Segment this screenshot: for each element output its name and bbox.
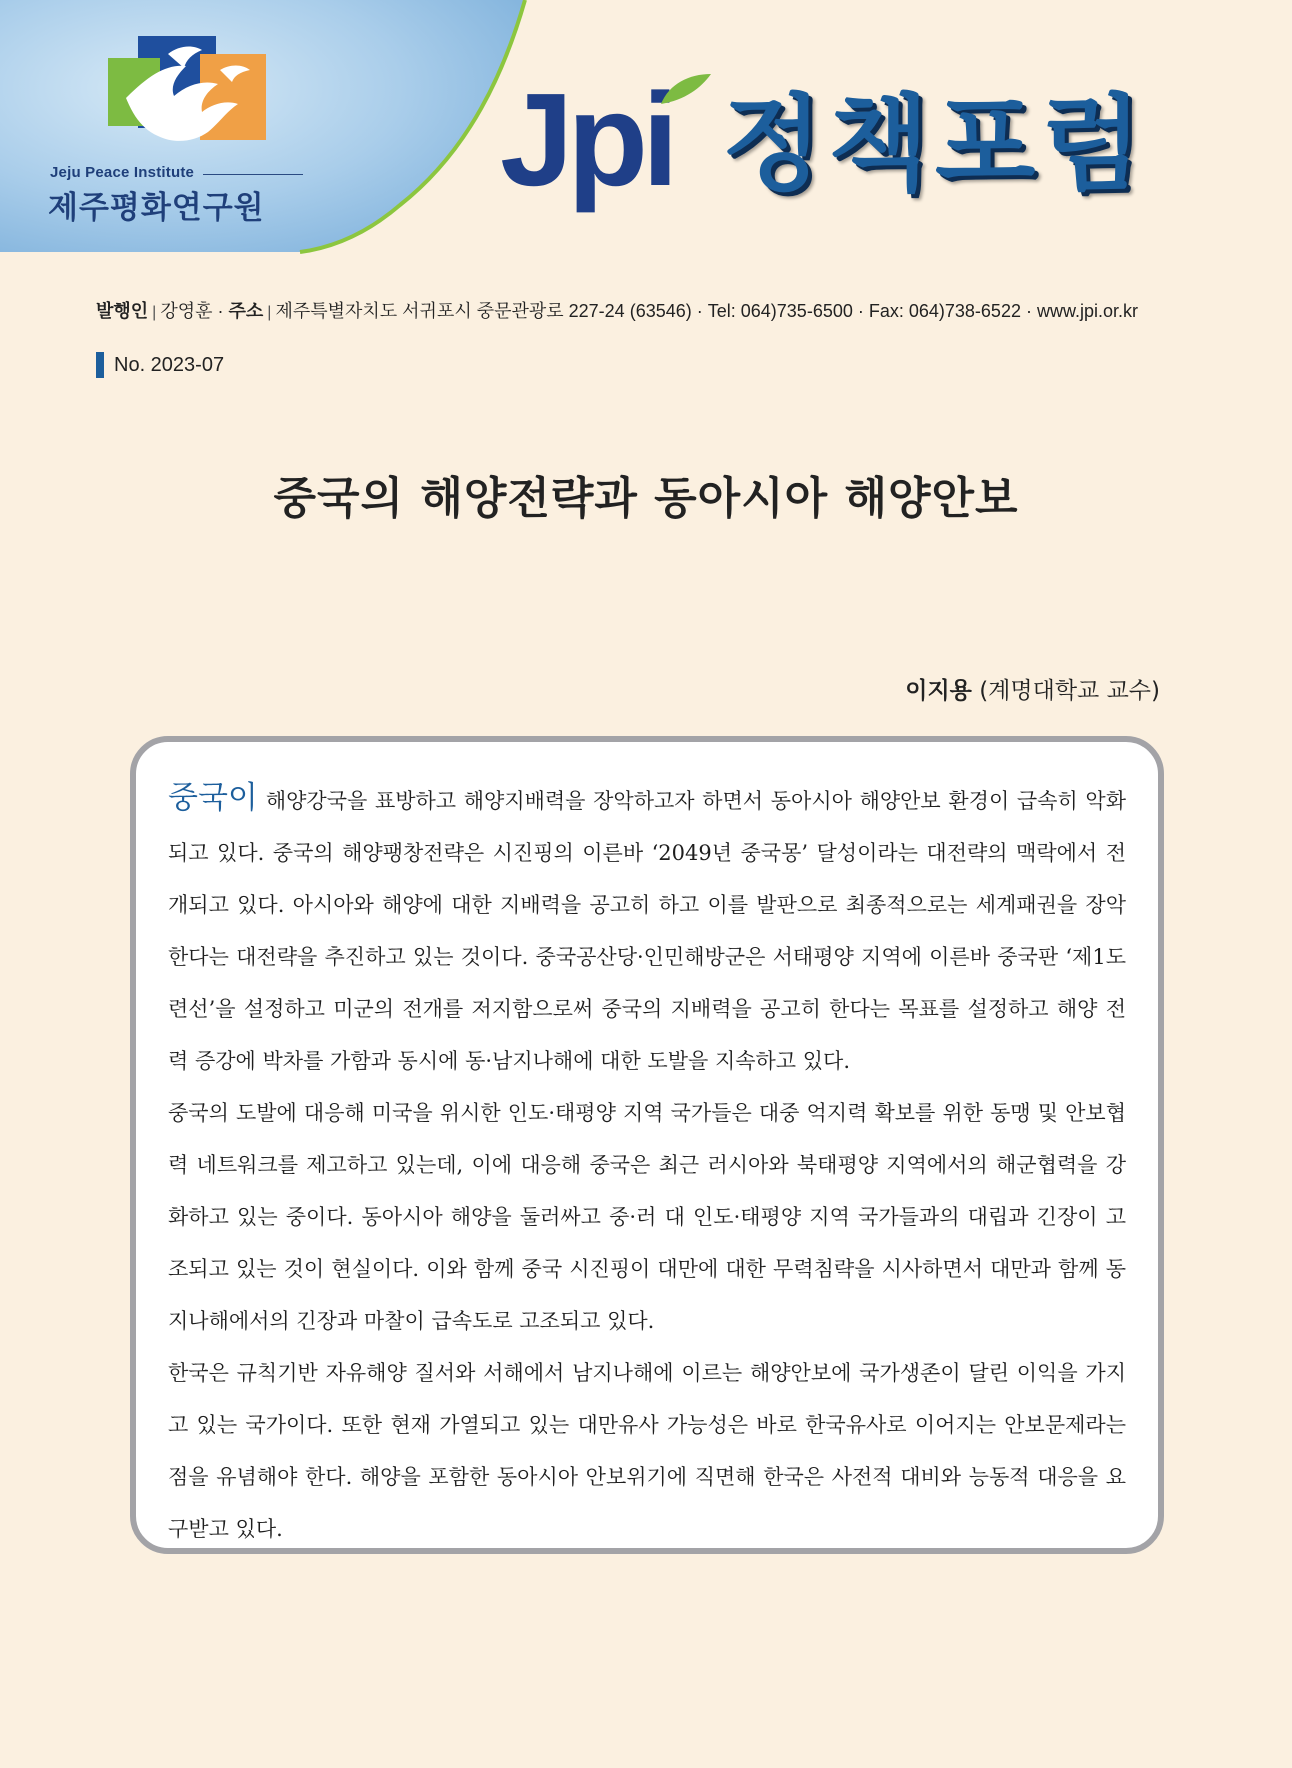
abstract-paragraph-1-text: 해양강국을 표방하고 해양지배력을 장악하고자 하면서 동아시아 해양안보 환경이 급속히 악화되고 있다. 중국의 해양팽창전략은 시진핑의 이른바 ‘2049년 중국몽’ 달성이라는 대전략의 맥락에서 전개되고 있다. 아시아와 해양에 대한 지배력을 공고히 하고 이를 발판으로 최종적으로는 세계패권을 장악한다는 대전략을 추진하고 있는 것이다. 중국공산당·인민해방군은 서태평양 지역에 이른바 중국판 ‘제1도련선’을 설정하고 미군의 전개를 저지함으로써 중국의 지배력을 공고히 한다는 목표를 설정하고 해양 전력 증강에 박차를 가함과 동시에 동·남지나해에 대한 도발을 지속하고 있다. xyxy=(168,789,1126,1073)
institute-logo-icon xyxy=(108,36,268,156)
abstract-lead-word: 중국이 xyxy=(168,780,258,816)
author-line xyxy=(905,672,1160,705)
issue-marker xyxy=(96,352,104,378)
org-name-en: Jeju Peace Institute xyxy=(50,164,195,181)
abstract-body xyxy=(168,772,1126,1555)
website-link[interactable]: www.jpi.or.kr xyxy=(1036,301,1138,321)
abstract-paragraph-3: 한국은 규칙기반 자유해양 질서와 서해에서 남지나해에 이르는 해양안보에 국가생존이 달린 이익을 가지고 있는 국가이다. 또한 현재 가열되고 있는 대만유사 가능성은 바로 한국유사로 이어지는 안보문제라는 점을 유념해야 한다. 해양을 포함한 동아시아 안보위기에 직면해 한국은 사전적 대비와 능동적 대응을 요구받고 있다. xyxy=(168,1361,1126,1541)
abstract-paragraph-2: 중국의 도발에 대응해 미국을 위시한 인도·태평양 지역 국가들은 대중 억지력 확보를 위한 동맹 및 안보협력 네트워크를 제고하고 있는데, 이에 대응해 중국은 최근 러시아와 북태평양 지역에서의 해군협력을 강화하고 있는 중이다. 동아시아 해양을 둘러싸고 중·러 대 인도·태평양 지역 국가들과의 대립과 긴장이 고조되고 있는 것이 현실이다. 이와 함께 중국 시진핑이 대만에 대한 무력침략을 시사하면서 대만과 함께 동지나해에서의 긴장과 마찰이 급속도로 고조되고 있다. xyxy=(168,1101,1126,1333)
publication-meta: 발행인 | 강영훈 · 주소 | 제주특별자치도 서귀포시 중문관광로 227-24 (63546) · Tel: 064)735-6500 · Fax: 064)738-6522 · www.jpi.or.kr xyxy=(96,301,1138,321)
address-text: 제주특별자치도 서귀포시 중문관광로 227-24 (63546) xyxy=(275,301,692,321)
brand-latin-logo: Jpi xyxy=(500,66,673,213)
issue-number xyxy=(96,352,224,378)
document-title: 중국의 해양전략과 동아시아 해양안보 xyxy=(273,473,1019,524)
tel-text: Tel: 064)735-6500 xyxy=(707,301,853,321)
org-name-ko: 제주평화연구원 xyxy=(48,190,265,226)
meta-separator: | xyxy=(267,304,272,321)
publisher-label: 발행인 xyxy=(96,301,149,321)
org-name-divider xyxy=(203,174,303,175)
publisher-name: 강영훈 xyxy=(160,301,213,321)
leaf-icon xyxy=(655,70,715,110)
issue-number-text: No. 2023-07 xyxy=(114,353,225,376)
brand-title: 정책포럼 xyxy=(722,83,1148,205)
fax-text: Fax: 064)738-6522 xyxy=(868,301,1021,321)
meta-separator: | xyxy=(152,304,157,321)
author-name: 이지용 xyxy=(905,678,972,704)
address-label: 주소 xyxy=(228,301,264,321)
author-affiliation: (계명대학교 교수) xyxy=(979,678,1160,704)
brand-banner xyxy=(500,66,1240,220)
abstract-box xyxy=(130,736,1164,1554)
abstract-paragraph-1 xyxy=(168,772,1126,1087)
